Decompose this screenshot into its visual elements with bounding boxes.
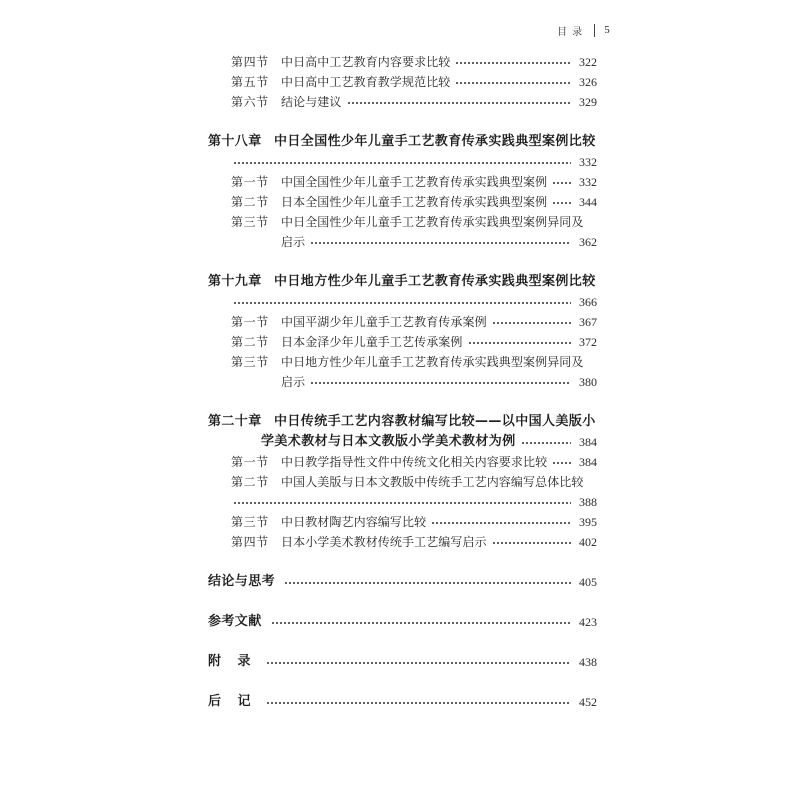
- section-number: 第三节: [231, 515, 269, 529]
- dot-leader: [492, 532, 571, 552]
- section-title: 中日教材陶艺内容编写比较: [281, 515, 427, 529]
- section-number: 第一节: [231, 455, 269, 469]
- dot-leader: [431, 512, 571, 532]
- toc-section-continuation: [208, 232, 597, 252]
- dot-leader: [492, 312, 571, 332]
- toc-chapter-page-line: [208, 292, 597, 312]
- toc-section-entry: [208, 52, 597, 72]
- dot-leader: [233, 292, 571, 312]
- toc-back-matter-entry: [208, 612, 597, 632]
- toc-chapter-continuation: [208, 432, 597, 452]
- page-number: 332: [579, 155, 597, 169]
- section-title: 中日教学指导性文件中传统文化相关内容要求比较: [281, 455, 548, 469]
- page-number: 326: [579, 75, 597, 89]
- toc-chapter-entry: [208, 132, 597, 152]
- chapter-title-continued: 学美术教材与日本文教版小学美术教材为例: [261, 434, 516, 449]
- dot-leader: [310, 372, 571, 392]
- page-number: 388: [579, 495, 597, 509]
- section-title-continued: 启示: [281, 235, 306, 249]
- section-number: 第三节: [231, 355, 269, 369]
- section-number: 第二节: [231, 335, 269, 349]
- page-number: 384: [579, 455, 597, 469]
- toc-chapter-entry: [208, 272, 597, 292]
- page-number: 395: [579, 515, 597, 529]
- page-number: 322: [579, 55, 597, 69]
- toc-back-matter-entry: [208, 572, 597, 592]
- toc-section-entry: [208, 92, 597, 112]
- section-title: 中日地方性少年儿童手工艺教育传承实践典型案例异同及: [281, 355, 584, 369]
- dot-leader: [468, 332, 571, 352]
- section-title: 中国平湖少年儿童手工艺教育传承案例: [281, 315, 487, 329]
- toc-section-entry: [208, 192, 597, 212]
- dot-leader: [233, 152, 571, 172]
- dot-leader: [455, 72, 571, 92]
- page-number: 384: [579, 435, 597, 449]
- toc-chapter-entry: [208, 412, 597, 432]
- chapter-number: 第二十章: [208, 414, 262, 429]
- toc-chapter-page-line: [208, 152, 597, 172]
- spacer: [208, 252, 597, 272]
- dot-leader: [552, 452, 571, 472]
- toc-section-entry: [208, 472, 597, 492]
- table-of-contents: [208, 52, 597, 712]
- section-title: 日本金泽少年儿童手工艺传承案例: [281, 335, 463, 349]
- page-number: 452: [579, 695, 597, 709]
- header-divider: [594, 24, 595, 37]
- running-header-page-number: 5: [604, 24, 610, 36]
- toc-section-entry: [208, 512, 597, 532]
- chapter-number: 第十八章: [208, 134, 262, 149]
- dot-leader: [347, 92, 571, 112]
- dot-leader: [552, 192, 571, 212]
- toc-back-matter-entry: [208, 652, 597, 672]
- dot-leader: [552, 172, 571, 192]
- back-matter-title: 附 录: [208, 654, 257, 669]
- section-number: 第六节: [231, 95, 269, 109]
- dot-leader: [455, 52, 571, 72]
- page-number: 405: [579, 575, 597, 589]
- section-title: 中日全国性少年儿童手工艺教育传承实践典型案例异同及: [281, 215, 584, 229]
- spacer: [208, 552, 597, 572]
- page-number: 423: [579, 615, 597, 629]
- running-header-title: 目 录: [557, 26, 584, 38]
- spacer: [208, 672, 597, 692]
- back-matter-title: 后 记: [208, 694, 257, 709]
- section-title: 中日高中工艺教育内容要求比较: [281, 55, 451, 69]
- spacer: [208, 632, 597, 652]
- dot-leader: [284, 572, 571, 592]
- page-number: 366: [579, 295, 597, 309]
- dot-leader: [521, 432, 571, 452]
- dot-leader: [233, 492, 571, 512]
- page-number: 344: [579, 195, 597, 209]
- running-header: [557, 22, 610, 38]
- toc-section-entry: [208, 352, 597, 372]
- back-matter-title: 参考文献: [208, 614, 262, 629]
- section-number: 第四节: [231, 55, 269, 69]
- dot-leader: [271, 612, 571, 632]
- section-number: 第一节: [231, 175, 269, 189]
- dot-leader: [266, 652, 571, 672]
- toc-section-page-line: [208, 492, 597, 512]
- toc-section-entry: [208, 452, 597, 472]
- section-number: 第二节: [231, 195, 269, 209]
- chapter-title: 中日全国性少年儿童手工艺教育传承实践典型案例比较: [274, 134, 596, 149]
- back-matter-title: 结论与思考: [208, 574, 276, 589]
- page-number: 402: [579, 535, 597, 549]
- page-number: 362: [579, 235, 597, 249]
- toc-section-entry: [208, 172, 597, 192]
- section-number: 第二节: [231, 475, 269, 489]
- section-number: 第四节: [231, 535, 269, 549]
- toc-section-entry: [208, 532, 597, 552]
- section-title-continued: 启示: [281, 375, 306, 389]
- spacer: [208, 592, 597, 612]
- section-title: 中国人美版与日本文教版中传统手工艺内容编写总体比较: [281, 475, 584, 489]
- spacer: [208, 112, 597, 132]
- page-number: 332: [579, 175, 597, 189]
- section-title: 结论与建议: [281, 95, 342, 109]
- section-number: 第五节: [231, 75, 269, 89]
- section-title: 中国全国性少年儿童手工艺教育传承实践典型案例: [281, 175, 548, 189]
- page-number: 380: [579, 375, 597, 389]
- section-title: 日本小学美术教材传统手工艺编写启示: [281, 535, 487, 549]
- page-number: 367: [579, 315, 597, 329]
- toc-section-entry: [208, 332, 597, 352]
- section-number: 第一节: [231, 315, 269, 329]
- page-number: 438: [579, 655, 597, 669]
- toc-section-continuation: [208, 372, 597, 392]
- section-title: 日本全国性少年儿童手工艺教育传承实践典型案例: [281, 195, 548, 209]
- section-number: 第三节: [231, 215, 269, 229]
- toc-back-matter-entry: [208, 692, 597, 712]
- chapter-number: 第十九章: [208, 274, 262, 289]
- chapter-title: 中日传统手工艺内容教材编写比较——以中国人美版小: [274, 414, 596, 429]
- toc-section-entry: [208, 72, 597, 92]
- section-title: 中日高中工艺教育教学规范比较: [281, 75, 451, 89]
- dot-leader: [266, 692, 571, 712]
- page-number: 329: [579, 95, 597, 109]
- chapter-title: 中日地方性少年儿童手工艺教育传承实践典型案例比较: [274, 274, 596, 289]
- spacer: [208, 392, 597, 412]
- toc-section-entry: [208, 312, 597, 332]
- page-number: 372: [579, 335, 597, 349]
- dot-leader: [310, 232, 571, 252]
- toc-section-entry: [208, 212, 597, 232]
